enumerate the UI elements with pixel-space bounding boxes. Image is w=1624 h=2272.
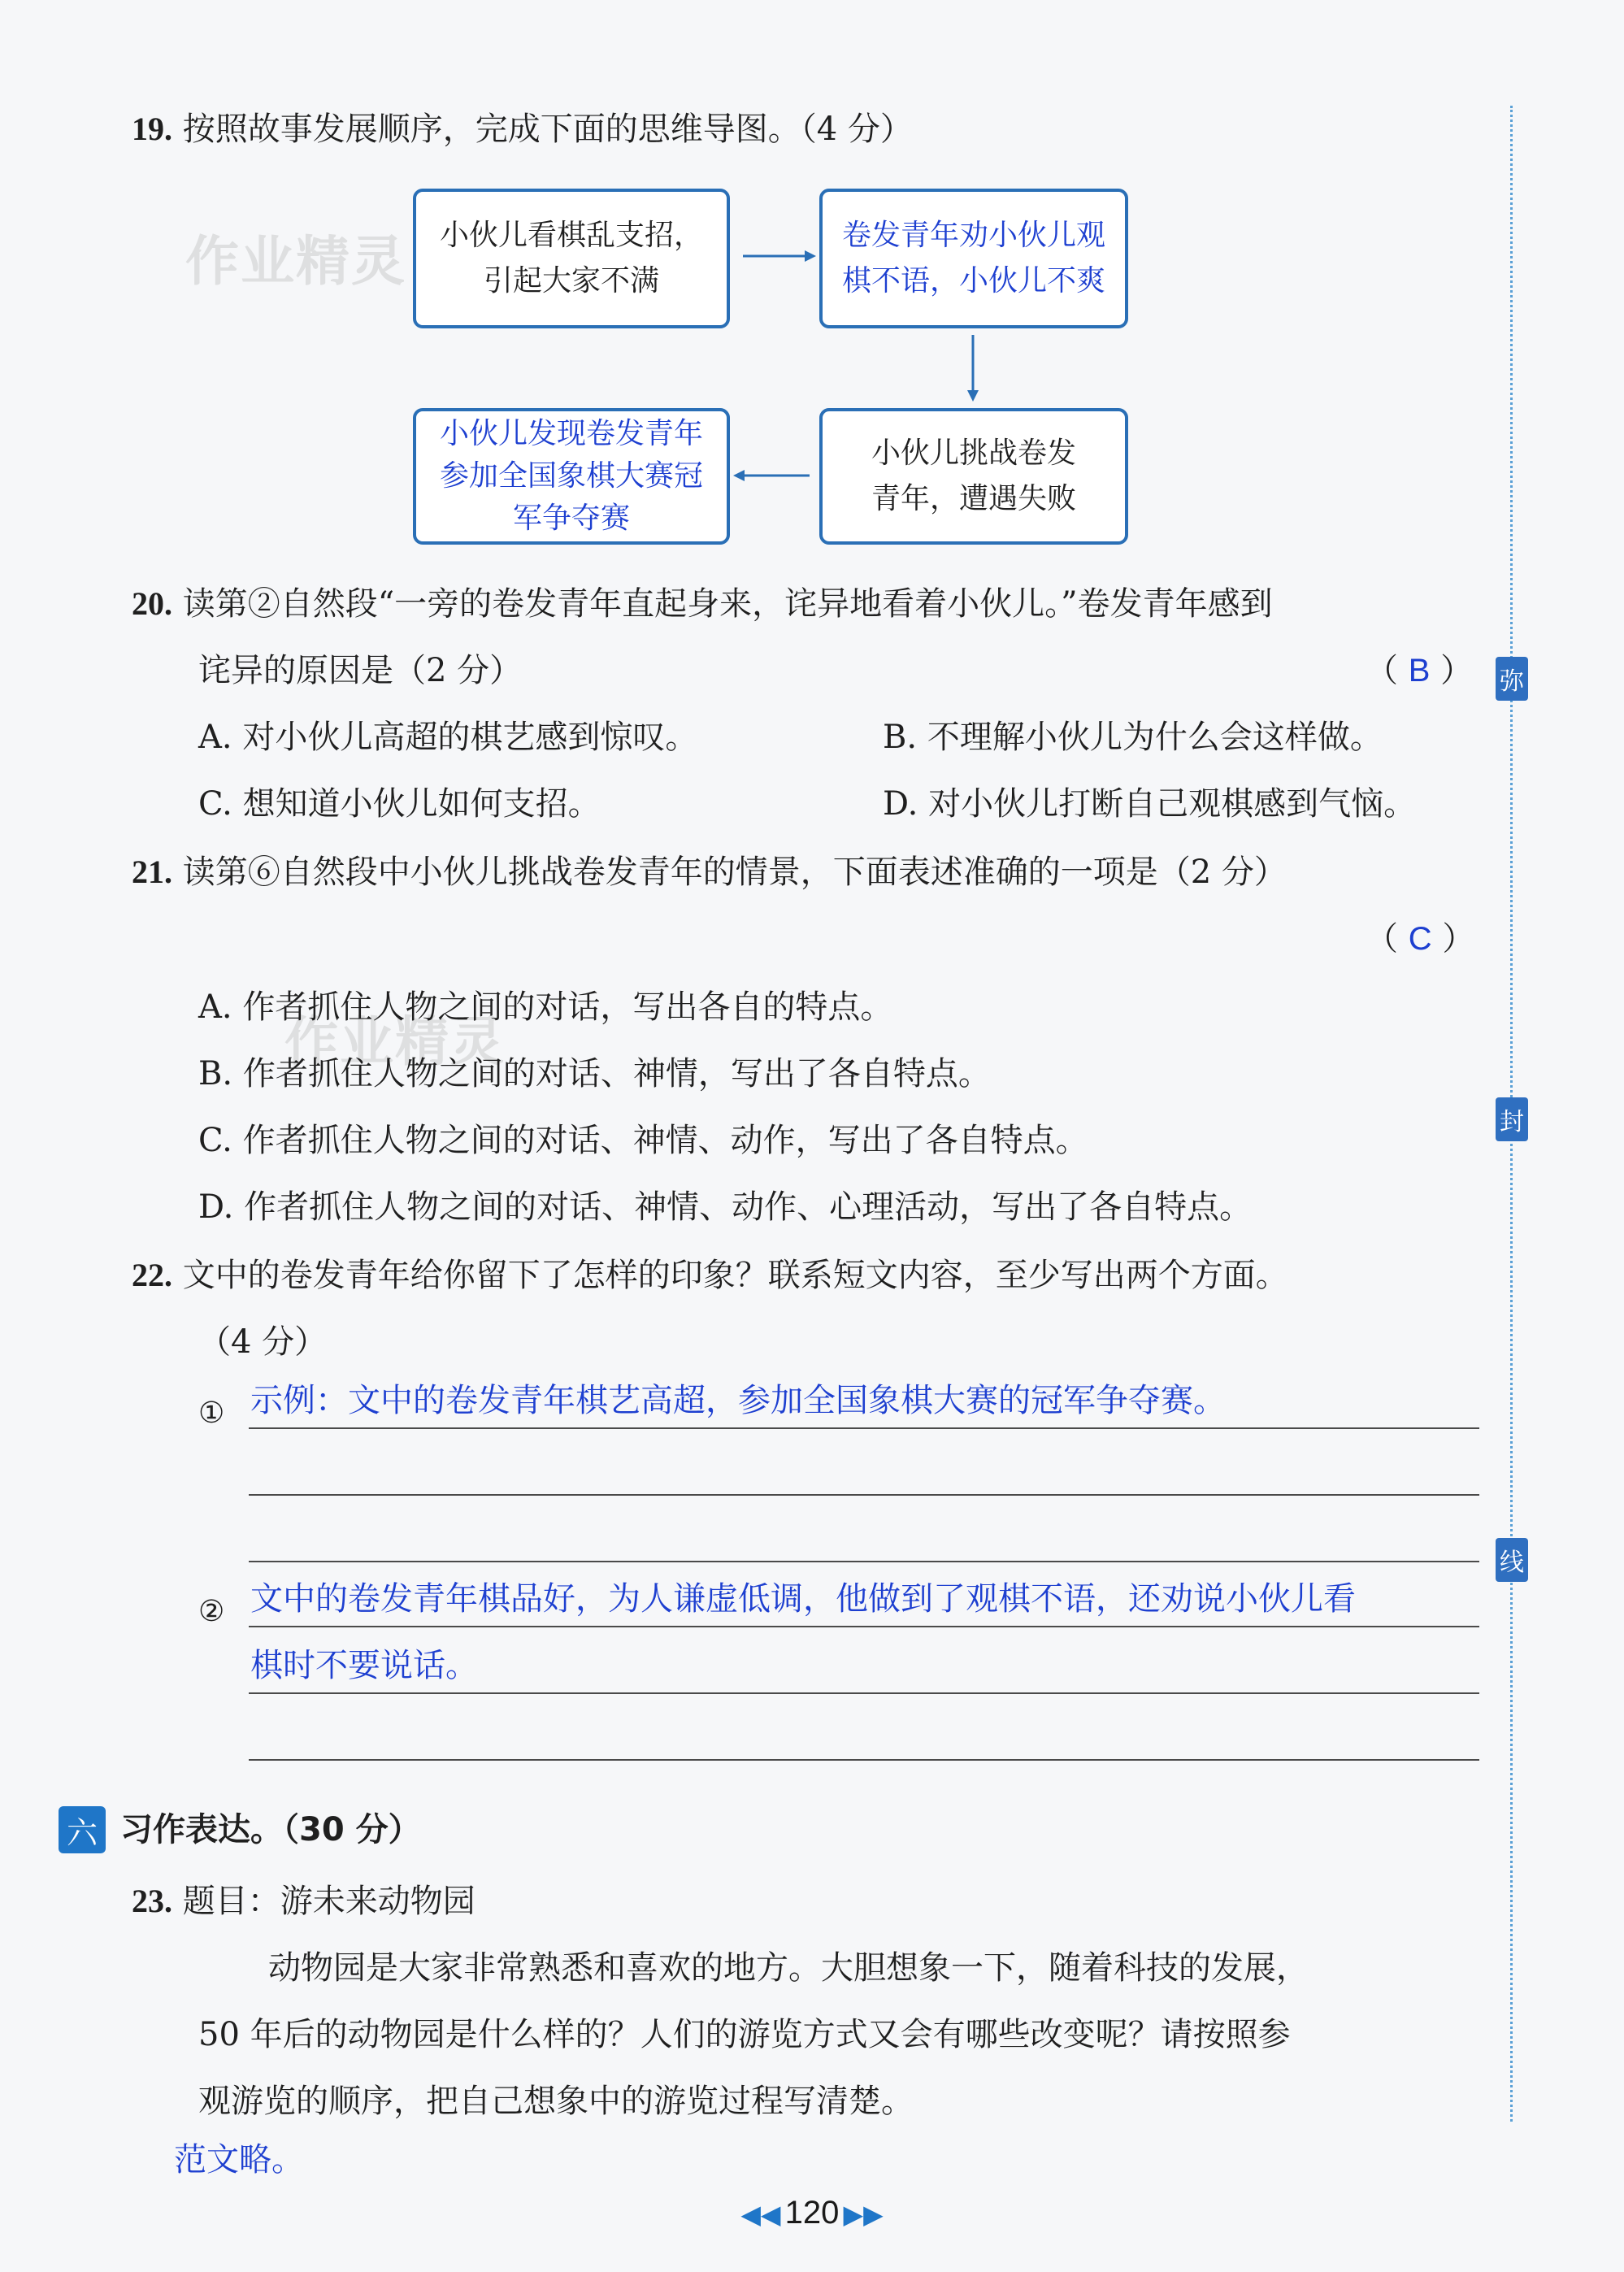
page-number: 120 <box>784 2195 840 2231</box>
mindmap-box-3-line-1: 小伙儿挑战卷发 <box>871 437 1076 470</box>
next-arrows-icon: ▶▶ <box>843 2199 884 2230</box>
q22-marker-1: ① <box>198 1397 225 1430</box>
q23-answer: 范文略。 <box>174 2142 304 2178</box>
q21-answer-slot: （ C ） <box>1366 920 1475 958</box>
q23-title: 题目：游未来动物园 <box>182 1883 475 1920</box>
side-tab-xian: 线 <box>1496 1538 1528 1582</box>
arrow-right-icon <box>738 244 819 268</box>
q22-text-1: 文中的卷发青年给你留下了怎样的印象？联系短文内容，至少写出两个方面。 <box>182 1257 1288 1294</box>
q21-option-b: B. 作者抓住人物之间的对话、神情，写出了各自特点。 <box>198 1055 991 1093</box>
q23-number: 23. <box>132 1883 172 1919</box>
q19-text: 按照故事发展顺序，完成下面的思维导图。（4 分） <box>182 111 913 148</box>
mindmap-box-4-line-3: 军争夺赛 <box>512 502 630 535</box>
prev-arrows-icon: ◀◀ <box>740 2199 781 2230</box>
mindmap-box-2-line-2: 棋不语，小伙儿不爽 <box>841 264 1105 298</box>
q20-option-d: D. 对小伙儿打断自己观棋感到气恼。 <box>883 785 1417 823</box>
q22-answer-2-line-1: 文中的卷发青年棋品好，为人谦虚低调，他做到了观棋不语，还劝说小伙儿看 <box>250 1581 1356 1617</box>
q20-option-b: B. 不理解小伙儿为什么会这样做。 <box>883 719 1383 756</box>
q21-answer: C <box>1408 921 1432 957</box>
q22-number: 22. <box>132 1257 172 1293</box>
answer-line-3 <box>249 1561 1479 1562</box>
q21-option-d: D. 作者抓住人物之间的对话、神情、动作、心理活动，写出了各自特点。 <box>198 1188 1253 1226</box>
answer-line-5 <box>249 1692 1479 1694</box>
q21-option-a: A. 作者抓住人物之间的对话，写出各自的特点。 <box>198 988 893 1026</box>
q20-text-1: 读第②自然段“一旁的卷发青年直起身来，诧异地看着小伙儿。”卷发青年感到 <box>182 585 1273 623</box>
arrow-down-icon <box>961 332 985 405</box>
mindmap-box-3 <box>819 408 1128 545</box>
q20-line-2: 诧异的原因是（2 分） <box>198 652 523 689</box>
q21-number: 21. <box>132 854 172 890</box>
q20-option-a: A. 对小伙儿高超的棋艺感到惊叹。 <box>198 719 698 756</box>
q21-line-1 <box>132 850 1287 894</box>
q23-paragraph-line-3: 观游览的顺序，把自己想象中的游览过程写清楚。 <box>198 2083 914 2120</box>
mindmap-box-2-line-1: 卷发青年劝小伙儿观 <box>841 219 1105 252</box>
mindmap-box-1 <box>413 189 730 328</box>
q21-option-c: C. 作者抓住人物之间的对话、神情、动作，写出了各自特点。 <box>198 1122 1088 1159</box>
q19-number: 19. <box>132 111 172 147</box>
q23-heading <box>132 1879 475 1923</box>
q20-line-1 <box>132 582 1273 626</box>
answer-line-2 <box>249 1494 1479 1496</box>
mindmap-box-4-line-1: 小伙儿发现卷发青年 <box>439 417 703 450</box>
q20-option-c: C. 想知道小伙儿如何支招。 <box>198 785 601 823</box>
answer-line-4 <box>249 1626 1479 1627</box>
mindmap-box-4-line-2: 参加全国象棋大赛冠 <box>439 459 703 493</box>
mindmap-box-1-line-1: 小伙儿看棋乱支招， <box>439 219 703 252</box>
watermark-top: 作业精灵 <box>185 230 406 293</box>
page-footer <box>0 2195 1624 2231</box>
q22-answer-2-line-2: 棋时不要说话。 <box>250 1648 478 1683</box>
mindmap-box-3-line-2: 青年，遭遇失败 <box>871 482 1076 515</box>
q23-paragraph-line-1: 动物园是大家非常熟悉和喜欢的地方。大胆想象一下，随着科技的发展， <box>268 1949 1309 1987</box>
watermark-middle: 作业精灵 <box>284 1010 506 1073</box>
mindmap-box-2 <box>819 189 1128 328</box>
q22-marker-2: ② <box>198 1595 225 1628</box>
q19-heading <box>132 107 913 151</box>
q22-line-1 <box>132 1253 1288 1297</box>
side-tab-mi: 弥 <box>1496 657 1528 701</box>
arrow-left-icon <box>730 463 814 488</box>
q20-answer-slot: （ B ） <box>1366 652 1474 689</box>
answer-line-6 <box>249 1759 1479 1761</box>
answer-line-1 <box>249 1427 1479 1429</box>
q20-answer: B <box>1408 653 1431 689</box>
q21-text-1: 读第⑥自然段中小伙儿挑战卷发青年的情景，下面表述准确的一项是（2 分） <box>182 854 1287 891</box>
q23-paragraph-line-2: 50 年后的动物园是什么样的？人们的游览方式又会有哪些改变呢？请按照参 <box>198 2016 1291 2053</box>
section-title: 习作表达。（30 分） <box>120 1811 421 1848</box>
mindmap-box-4 <box>413 408 730 545</box>
q22-answer-1: 示例：文中的卷发青年棋艺高超，参加全国象棋大赛的冠军争夺赛。 <box>250 1383 1226 1418</box>
mindmap-box-1-line-2: 引起大家不满 <box>483 264 659 298</box>
q20-number: 20. <box>132 585 172 622</box>
section-badge: 六 <box>59 1806 106 1853</box>
side-tab-feng: 封 <box>1496 1097 1528 1141</box>
q22-line-2: （4 分） <box>198 1323 328 1361</box>
